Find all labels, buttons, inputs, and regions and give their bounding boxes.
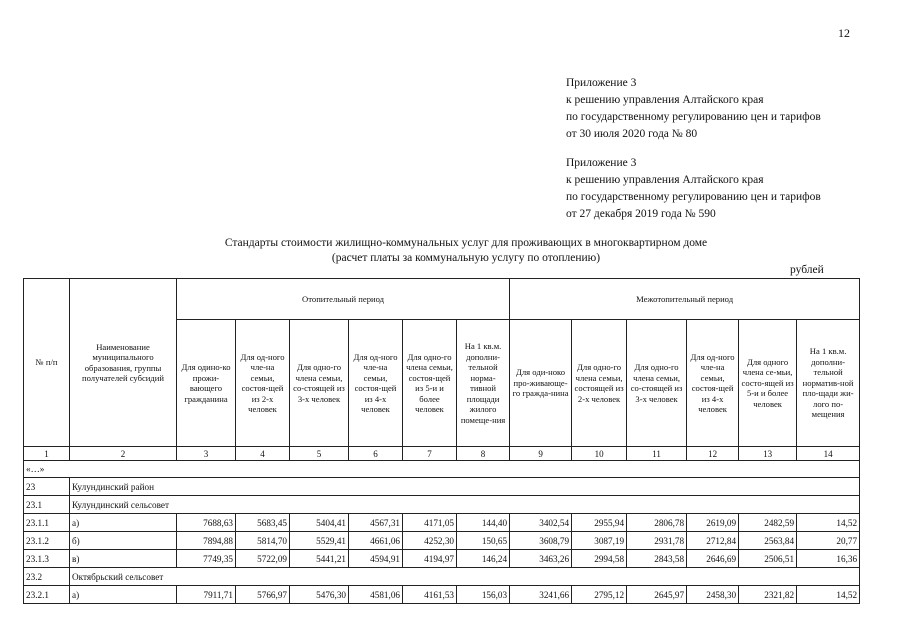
cell-value: 2321,82 — [739, 586, 797, 604]
row-name: б) — [70, 532, 177, 550]
cell-value: 4252,30 — [403, 532, 457, 550]
cell-value: 3608,79 — [510, 532, 572, 550]
column-number-row — [24, 447, 860, 461]
column-number: 12 — [687, 447, 739, 461]
title-line-1: Стандарты стоимости жилищно-коммунальных услуг для проживающих в многоквартирном доме — [224, 237, 708, 249]
cell-value: 5814,70 — [236, 532, 290, 550]
header-non-heating-col: На 1 кв.м. дополни-тельной норматив-ной пло-щади жи-лого по-мещения — [797, 320, 860, 447]
cell-value: 144,40 — [457, 514, 510, 532]
header-non-heating-period: Межотопительный период — [510, 279, 860, 320]
row-code: 23.2.1 — [24, 586, 70, 604]
header-non-heating-col: Для одного члена се-мьи, состо-ящей из 5-и и более человек — [739, 320, 797, 447]
table-row — [24, 586, 860, 604]
header-num: № п/п — [24, 279, 70, 447]
title-line-2: (расчет платы за коммунальную услугу по отоплению) — [331, 252, 601, 264]
cell-value: 4194,97 — [403, 550, 457, 568]
cell-value: 5529,41 — [290, 532, 349, 550]
cell-value: 5722,09 — [236, 550, 290, 568]
header-non-heating-col: Для одно-го члена семьи, со-стоящей из 3-х человек — [627, 320, 687, 447]
cell-value: 3241,66 — [510, 586, 572, 604]
cell-value: 2458,30 — [687, 586, 739, 604]
column-number: 13 — [739, 447, 797, 461]
cell-value: 2955,94 — [572, 514, 627, 532]
cell-value: 2506,51 — [739, 550, 797, 568]
cell-value: 5683,45 — [236, 514, 290, 532]
cell-value: 4161,53 — [403, 586, 457, 604]
row-code: 23.1 — [24, 496, 70, 514]
cell-value: 4661,06 — [349, 532, 403, 550]
appendix-line: Приложение 3 — [566, 77, 637, 89]
row-name: Октябрьский сельсовет — [70, 568, 860, 586]
header-non-heating-col: Для од-ного чле-на семьи, состоя-щей из 4-х человек — [687, 320, 739, 447]
cell-value: 150,65 — [457, 532, 510, 550]
cell-value: 2619,09 — [687, 514, 739, 532]
cell-value: 2645,97 — [627, 586, 687, 604]
column-number: 10 — [572, 447, 627, 461]
standards-table — [23, 278, 860, 604]
cell-value: 2994,58 — [572, 550, 627, 568]
cell-value: 14,52 — [797, 586, 860, 604]
table-row — [24, 550, 860, 568]
cell-value: 20,77 — [797, 532, 860, 550]
appendix-note-previous — [566, 155, 821, 223]
row-name: а) — [70, 514, 177, 532]
row-code: 23.1.1 — [24, 514, 70, 532]
row-name: Кулундинский район — [70, 478, 860, 496]
header-heating-col: Для одно-го члена семьи, состоя-щей из 5-и и более человек — [403, 320, 457, 447]
appendix-note-current — [566, 75, 821, 143]
page-number: 12 — [838, 26, 850, 40]
row-name: а) — [70, 586, 177, 604]
column-number: 1 — [24, 447, 70, 461]
appendix-line: по государственному регулированию цен и тарифов — [566, 111, 821, 123]
document-title — [160, 236, 772, 266]
appendix-line: к решению управления Алтайского края — [566, 94, 764, 106]
cell-value: 2843,58 — [627, 550, 687, 568]
row-code: 23 — [24, 478, 70, 496]
row-name: Кулундинский сельсовет — [70, 496, 860, 514]
cell-value: 2563,84 — [739, 532, 797, 550]
appendix-line: Приложение 3 — [566, 157, 637, 169]
cell-value: 5476,30 — [290, 586, 349, 604]
cell-value: 4581,06 — [349, 586, 403, 604]
column-number: 14 — [797, 447, 860, 461]
row-code: 23.2 — [24, 568, 70, 586]
cell-value: 146,24 — [457, 550, 510, 568]
header-heating-col: На 1 кв.м. дополни-тельной норма-тивной площади жилого помеще-ния — [457, 320, 510, 447]
cell-value: 2806,78 — [627, 514, 687, 532]
cell-value: 4567,31 — [349, 514, 403, 532]
cell-value: 16,36 — [797, 550, 860, 568]
cell-value: 5441,21 — [290, 550, 349, 568]
row-code: 23.1.3 — [24, 550, 70, 568]
column-number: 2 — [70, 447, 177, 461]
column-number: 7 — [403, 447, 457, 461]
cell-value: 2795,12 — [572, 586, 627, 604]
cell-value: 2931,78 — [627, 532, 687, 550]
cell-value: 5404,41 — [290, 514, 349, 532]
row-code: 23.1.2 — [24, 532, 70, 550]
section-row — [24, 496, 860, 514]
cell-value: 5766,97 — [236, 586, 290, 604]
header-heating-period: Отопительный период — [177, 279, 510, 320]
header-non-heating-col: Для оди-ноко про-живающе-го гражда-нина — [510, 320, 572, 447]
cell-value: 2712,84 — [687, 532, 739, 550]
cell-value: 3463,26 — [510, 550, 572, 568]
header-name: Наименование муниципального образования, группы получателей субсидий — [70, 279, 177, 447]
column-number: 11 — [627, 447, 687, 461]
cell-value: 7688,63 — [177, 514, 236, 532]
cell-value: 7894,88 — [177, 532, 236, 550]
header-heating-col: Для одно-го члена семьи, со-стоящей из 3-х человек — [290, 320, 349, 447]
cell-value: 7749,35 — [177, 550, 236, 568]
cell-value: 3087,19 — [572, 532, 627, 550]
appendix-line: от 27 декабря 2019 года № 590 — [566, 208, 716, 220]
row-name: в) — [70, 550, 177, 568]
appendix-line: от 30 июля 2020 года № 80 — [566, 128, 698, 140]
cell-value: 14,52 — [797, 514, 860, 532]
header-heating-col: Для од-ного чле-на семьи, состоя-щей из 2-х человек — [236, 320, 290, 447]
table-row — [24, 514, 860, 532]
column-number: 3 — [177, 447, 236, 461]
appendix-line: к решению управления Алтайского края — [566, 174, 764, 186]
column-number: 4 — [236, 447, 290, 461]
section-row — [24, 478, 860, 496]
column-number: 5 — [290, 447, 349, 461]
header-heating-col: Для од-ного чле-на семьи, состоя-щей из 4-х человек — [349, 320, 403, 447]
cell-value: 3402,54 — [510, 514, 572, 532]
appendix-line: по государственному регулированию цен и тарифов — [566, 191, 821, 203]
cell-value: 2646,69 — [687, 550, 739, 568]
column-number: 6 — [349, 447, 403, 461]
units-label: рублей — [790, 264, 824, 276]
column-number: 9 — [510, 447, 572, 461]
table-row — [24, 532, 860, 550]
cell-value: 2482,59 — [739, 514, 797, 532]
cell-value: 4594,91 — [349, 550, 403, 568]
section-row — [24, 568, 860, 586]
table-body — [24, 478, 860, 604]
cell-value: 156,03 — [457, 586, 510, 604]
column-number: 8 — [457, 447, 510, 461]
cell-value: 7911,71 — [177, 586, 236, 604]
cell-value: 4171,05 — [403, 514, 457, 532]
omitted-rows-marker: «…» — [24, 461, 860, 478]
header-heating-col: Для одино-ко прожи-вающего гражданина — [177, 320, 236, 447]
header-non-heating-col: Для одно-го члена семьи, состоящей из 2-х человек — [572, 320, 627, 447]
